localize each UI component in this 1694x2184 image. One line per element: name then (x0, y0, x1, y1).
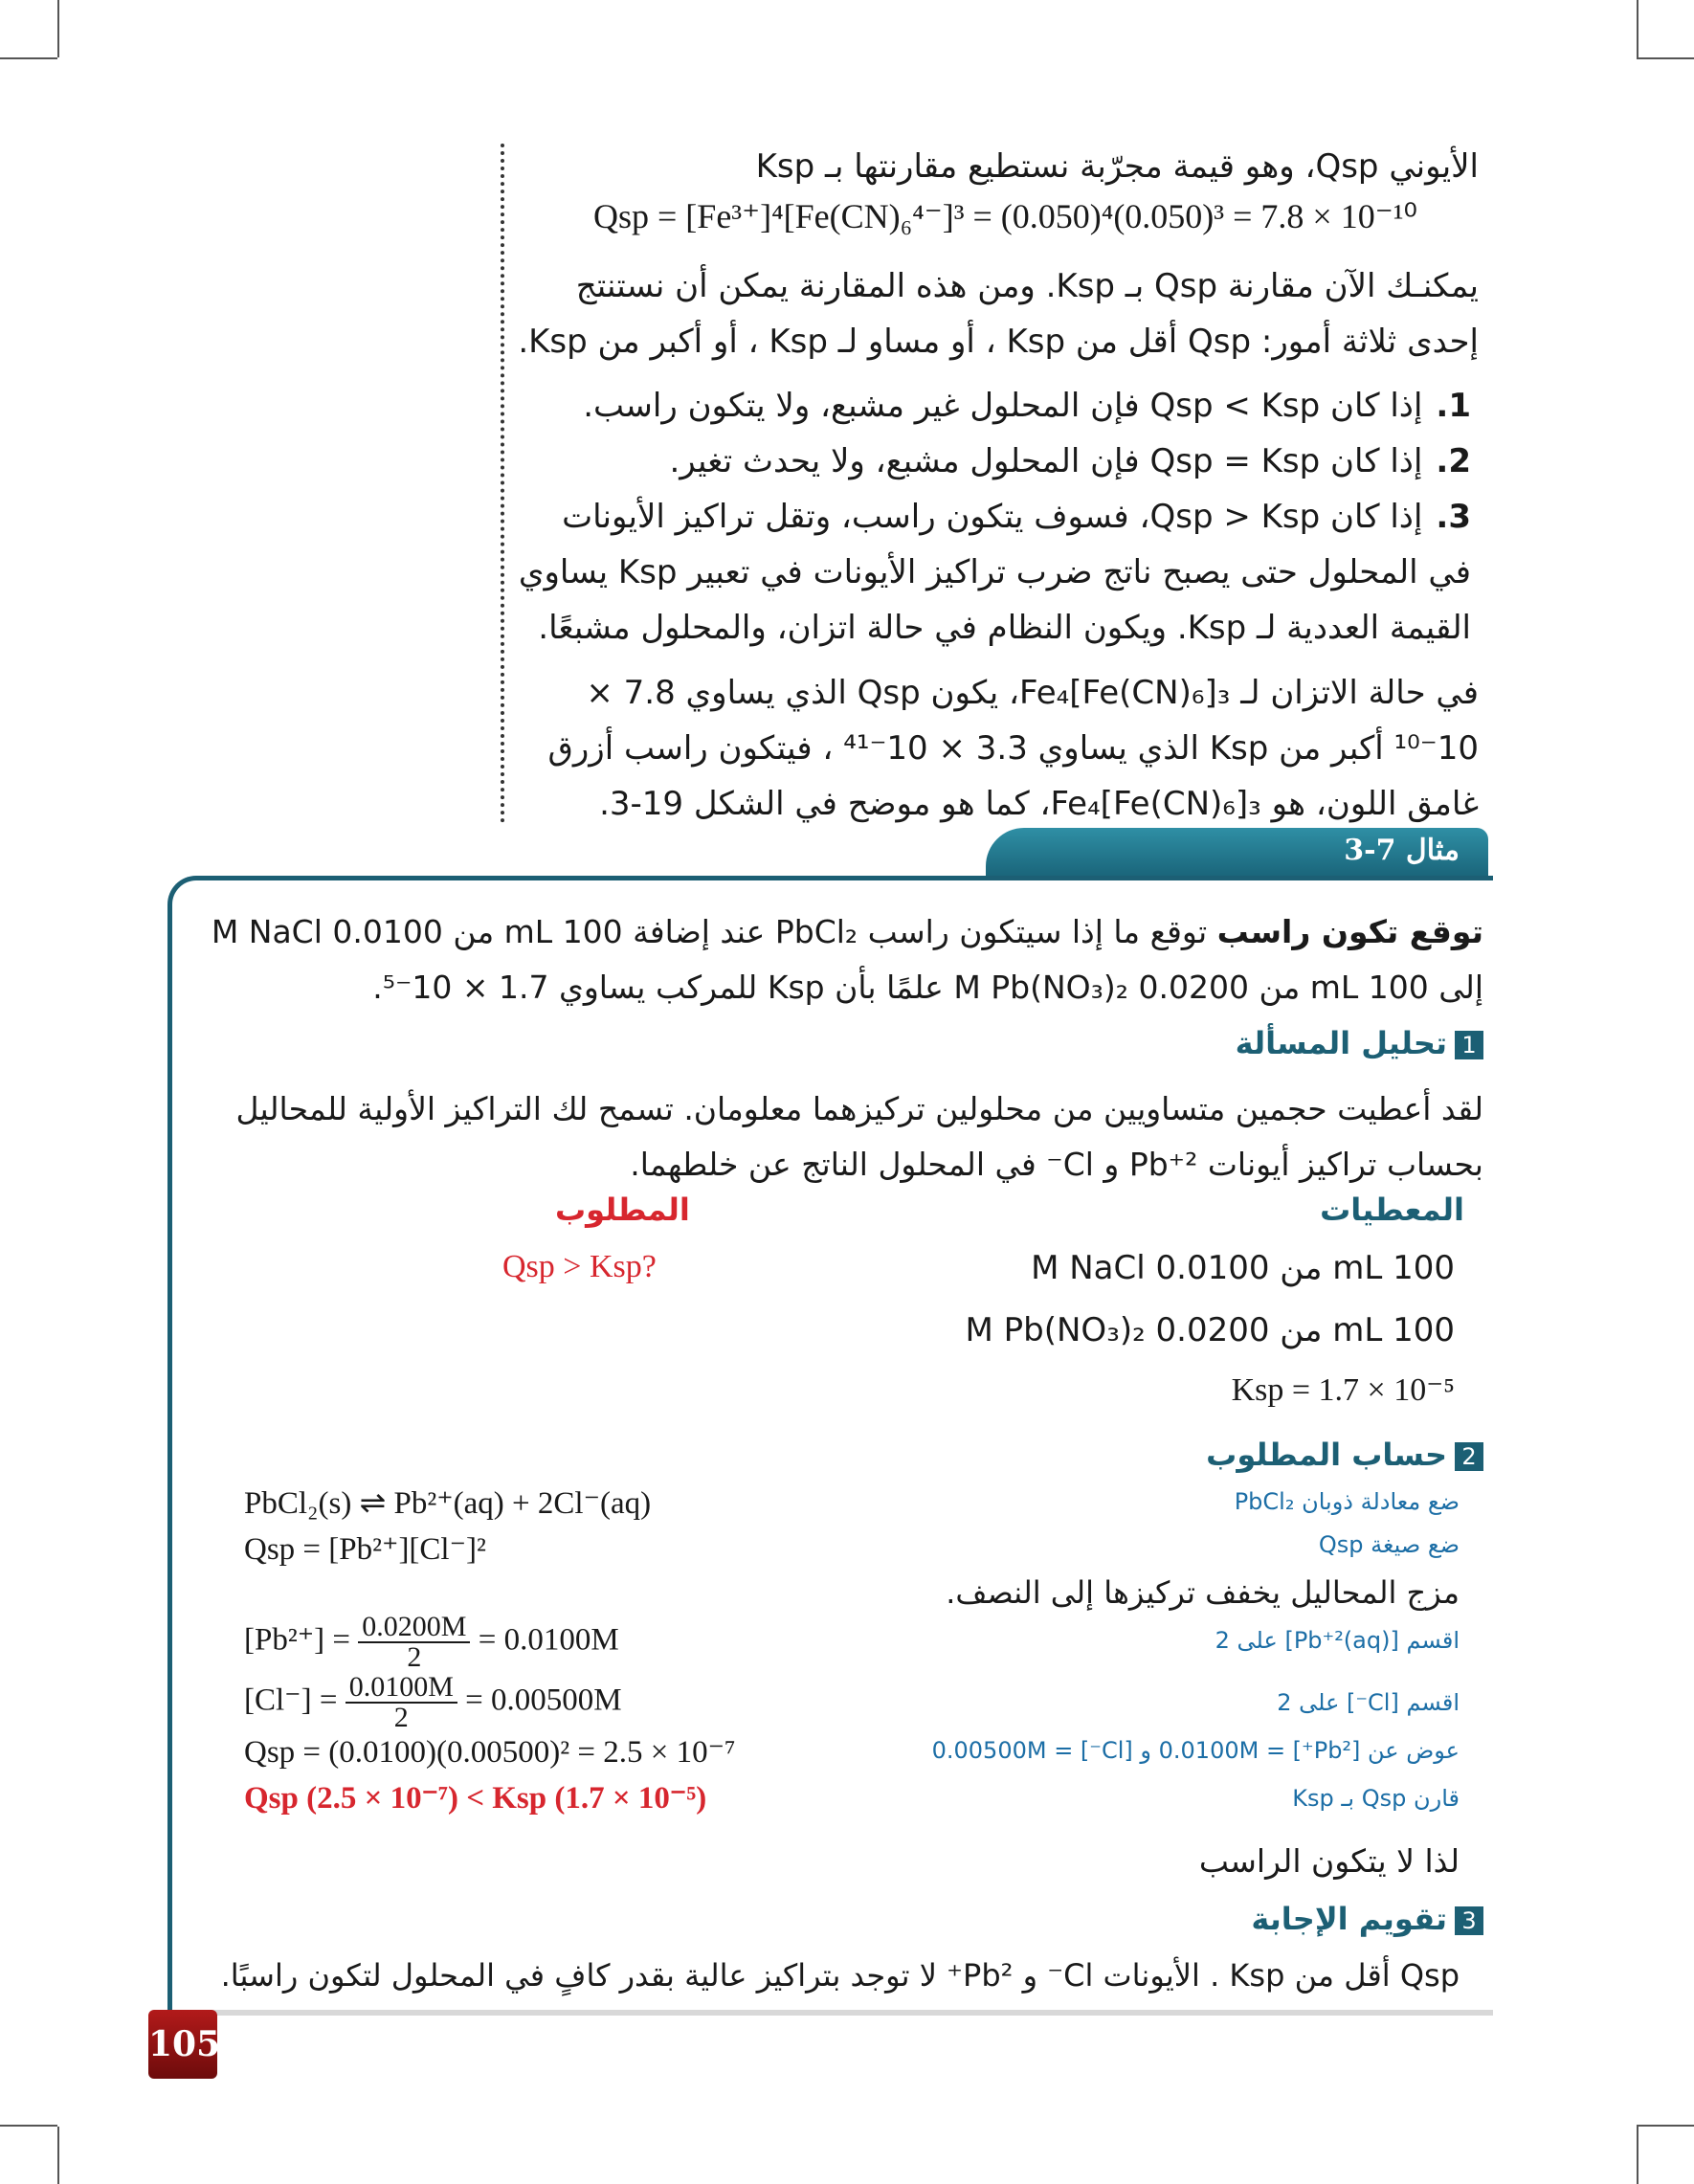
crop-mark (1637, 2127, 1638, 2184)
crop-mark (1637, 57, 1694, 59)
dotted-margin-line (501, 144, 504, 823)
comparison-paragraph: يمكنـك الآن مقارنة Qsp بـ Ksp. ومن هذه المقارنة يمكن أن نستنتج إحدى ثلاثة أمور: Qsp أقل من Ksp ، أو مساو لـ Ksp ، أو أكبر من Ksp. (518, 267, 1479, 361)
list-item: 3.إذا كان Qsp > Ksp، فسوف يتكون راسب، وتقل تراكيز الأيونات في المحلول حتى يصبح ناتج ضرب تراكيز الأيونات في تعبير Ksp يساوي القيمة العددية لـ Ksp. ويكون النظام في حالة اتزان، والمحلول مشبعًا. (518, 498, 1471, 647)
conclusion: لذا لا يتكون الراسب (1198, 1842, 1460, 1880)
list-item: 1.إذا كان Qsp < Ksp فإن المحلول غير مشبع، ولا يتكون راسب. (583, 387, 1471, 425)
eq-pb: [Pb²⁺] = $\frac{0.0200M}{2}$ = 0.0100M (244, 1611, 619, 1673)
list-item: 2.إذا كان Qsp = Ksp فإن المحلول مشبع، ولا يحدث تغير. (669, 442, 1471, 480)
crop-mark (1637, 0, 1638, 57)
rule-list (517, 378, 1479, 656)
qsp-equation: Qsp = [Fe³⁺]⁴[Fe(CN)₆⁴⁻]³ = (0.050)⁴(0.050)³ = 7.8 × 10⁻¹⁰ (593, 197, 1417, 235)
section-evaluate-heading: 3تقويم الإجابة (1251, 1900, 1483, 1937)
crop-mark (1637, 2125, 1694, 2127)
eq-calc: Qsp = (0.0100)(0.00500)² = 2.5 × 10⁻⁷ (244, 1735, 736, 1770)
crop-mark (0, 57, 57, 59)
eq-dissolve: PbCl₂(s) ⇌ Pb²⁺(aq) + 2Cl⁻(aq) (244, 1486, 652, 1521)
intro-line: الأيوني Qsp، وهو قيمة مجرّبة نستطيع مقارنتها بـ Ksp (755, 147, 1479, 186)
given-nacl: 100 mL من 0.0100 M NaCl (1031, 1249, 1455, 1287)
eq-compare: Qsp (2.5 × 10⁻⁷) < Ksp (1.7 × 10⁻⁵) (244, 1781, 707, 1816)
note-dissolve: ضع معادلة ذوبان PbCl₂ (1234, 1488, 1460, 1515)
note-dilution: مزج المحاليل يخفف تركيزها إلى النصف. (946, 1574, 1460, 1611)
top-text (517, 139, 1479, 194)
crop-mark (0, 2125, 57, 2127)
eq-qsp: Qsp = [Pb²⁺][Cl⁻]² (244, 1532, 486, 1567)
wanted-heading: المطلوب (555, 1192, 690, 1228)
equilibrium-paragraph: في حالة الاتزان لـ Fe₄[Fe(CN)₆]₃، يكون Qsp الذي يساوي 7.8 × 10⁻¹⁰ أكبر من Ksp الذي يساوي 3.3 × 10⁻⁴¹ ، فيتكون راسب أزرق غامق اللون، هو Fe₄[Fe(CN)₆]₃، كما هو موضح في الشكل 19-3. (547, 674, 1479, 823)
given-pbno3: 100 mL من 0.0200 M Pb(NO₃)₂ (965, 1311, 1455, 1349)
section-analyze-heading: 1تحليل المسألة (1236, 1024, 1483, 1061)
note-divide-cl: اقسم [Cl⁻] على 2 (1277, 1689, 1460, 1716)
section-solve-heading: 2حساب المطلوب (1206, 1436, 1483, 1473)
given-heading: المعطيات (1320, 1192, 1464, 1228)
example-problem: توقع تكون راسب توقع ما إذا سيتكون راسب PbCl₂ عند إضافة 100 mL من 0.0100 M NaCl إلى 100 mL من 0.0200 M Pb(NO₃)₂ علمًا بأن Ksp للمركب يساوي 1.7 × 10⁻⁵. (211, 913, 1483, 1006)
note-divide-pb: اقسم [Pb⁺²(aq)] على 2 (1215, 1627, 1460, 1654)
example-tab: مثال 7-3 (986, 828, 1488, 883)
wanted-value: Qsp > Ksp? (502, 1249, 657, 1284)
note-compare: قارن Qsp بـ Ksp (1292, 1785, 1460, 1812)
given-ksp: Ksp = 1.7 × 10⁻⁵ (1231, 1372, 1455, 1408)
crop-mark (57, 0, 59, 57)
note-substitute: عوض عن [Pb²⁺] = 0.0100M و [Cl⁻] = 0.00500M (931, 1737, 1460, 1764)
eq-cl: [Cl⁻] = $\frac{0.0100M}{2}$ = 0.00500M (244, 1671, 622, 1733)
evaluate-text: Qsp أقل من Ksp . الأيونات Cl⁻ و Pb²⁺ لا توجد بتراكيز عالية بقدر كافٍ في المحلول لتكون راسبًا. (220, 1957, 1460, 1994)
analyze-text: لقد أعطيت حجمين متساويين من محلولين تركيزهما معلومان. تسمح لك التراكيز الأولية للمحاليل بحساب تراكيز أيونات Pb⁺² و Cl⁻ في المحلول الناتج عن خلطهما. (235, 1090, 1483, 1183)
page-number: 105 (148, 2010, 217, 2079)
note-qsp: ضع صيغة Qsp (1318, 1531, 1460, 1558)
crop-mark (57, 2127, 59, 2184)
